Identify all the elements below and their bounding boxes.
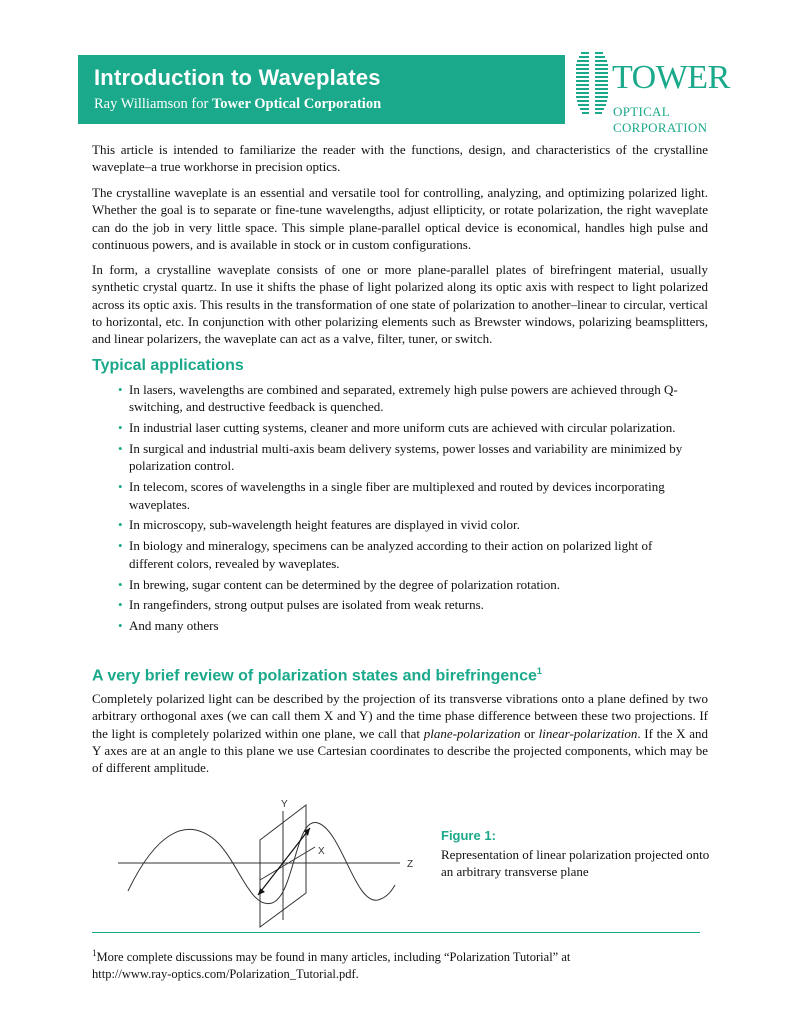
list-item [118,440,698,475]
list-item [118,596,698,613]
title-banner [78,55,565,124]
axis-label-x: X [318,846,325,857]
intro-paragraph-2: The crystalline waveplate is an essential and versatile tool for controlling, analyzing, and optimizing polarized light. Whether the goal is to separate or fine-tune wavelengths, adjust ellipticity, or rotate polarization, the right waveplate can do the job in very little space. This simple plane-parallel optical device is economical, handles high pulse and continuous powers, and is available in stock or in custom configurations. [92,185,708,252]
term-plane-polarization: plane-polarization [423,725,521,741]
list-item-text: In surgical and industrial multi-axis beam delivery systems, power losses and variability are minimized by polarization control. [129,441,683,474]
list-item [118,419,698,436]
list-item-text: In biology and mineralogy, specimens can be analyzed according to their action on polarized light of different colors, revealed by waveplates. [129,538,653,571]
list-item [118,537,698,572]
footnote [92,945,702,983]
byline-company: Tower Optical Corporation [211,96,382,112]
list-item-text: In microscopy, sub-wavelength height features are displayed in vivid color. [129,517,520,533]
logo-wordmark: TOWER [612,59,730,96]
footnote-divider [92,932,700,933]
figure-title: Figure 1: [441,828,496,843]
list-item-text: In industrial laser cutting systems, cleaner and more uniform cuts are achieved with circular polarization. [129,420,676,436]
figure-caption [441,828,711,880]
page-title: Introduction to Waveplates [94,65,381,90]
bullet-icon: • [118,597,123,613]
list-item-text: In lasers, wavelengths are combined and separated, extremely high pulse powers are achieved through Q-switching, and destructive feedback is quenched. [129,382,678,415]
review-text-a: Completely polarized light can be described by the projection of its transverse vibrations onto a plane defined by two arbitrary orthogonal axes (we can call them X and Y) and the time phase difference between these two projections. If the light is completely polarized within one plane, we call that [92,691,708,741]
list-item [118,516,698,533]
byline [94,96,381,113]
footnote-ref: 1 [536,666,542,676]
review-heading [92,666,542,685]
tower-emblem-icon [572,50,612,122]
list-item [118,617,698,634]
bullet-icon: • [118,517,123,533]
list-item-text: And many others [129,618,219,634]
bullet-icon: • [118,420,123,436]
list-item [118,576,698,593]
bullet-icon: • [118,441,123,457]
figure-caption-text: Representation of linear polarization projected onto an arbitrary transverse plane [441,847,710,879]
review-text-b: or [520,725,539,741]
footnote-link[interactable]: http://www.ray-optics.com/Polarization_Tutorial.pdf. [92,967,359,982]
review-heading-text: A very brief review of polarization states and birefringence [92,667,537,685]
logo-subtitle: OPTICAL CORPORATION [613,104,708,135]
byline-author: Ray Williamson for [94,96,212,112]
axis-label-y: Y [281,799,288,810]
list-item-text: In rangefinders, strong output pulses are isolated from weak returns. [129,597,484,613]
list-item [118,381,698,416]
footnote-text: More complete discussions may be found in many articles, including “Polarization Tutorial” at [96,950,571,965]
review-text-c: . If the X and Y axes are at an angle to this plane we use Cartesian coordinates to describe the projected components, which may be of different amplitude. [92,725,708,776]
bullet-icon: • [118,538,123,554]
intro-paragraph-3: In form, a crystalline waveplate consists of one or more plane-parallel plates of birefringent material, usually synthetic crystal quartz. In use it shifts the phase of light polarized along its optic axis with respect to light polarized across its optic axis. This results in the transformation of one state of polarization to another–linear to circular, vertical to horizontal, etc. In conjunction with other polarizing elements such as Brewster windows, polarizing beamsplitters, and linear polarizers, the waveplate can act as a valve, filter, tuner, or switch. [92,262,708,347]
list-item [118,478,698,513]
footnote-marker: 1 [92,948,97,958]
applications-heading: Typical applications [92,357,244,374]
bullet-icon: • [118,618,123,634]
review-paragraph [92,690,708,776]
bullet-icon: • [118,576,123,592]
bullet-icon: • [118,382,123,397]
axis-label-z: Z [407,859,414,870]
intro-paragraph-1: This article is intended to familiarize the reader with the functions, design, and characteristics of the crystalline waveplate–a true workhorse in precision optics. [92,142,708,175]
tower-logo [572,46,730,135]
polarization-diagram [110,795,440,930]
term-linear-polarization: linear-polarization [538,725,638,741]
applications-list [118,381,698,638]
list-item-text: In brewing, sugar content can be determined by the degree of polarization rotation. [129,576,561,592]
bullet-icon: • [118,479,123,495]
list-item-text: In telecom, scores of wavelengths in a single fiber are multiplexed and routed by devices incorporating waveplates. [129,479,665,512]
